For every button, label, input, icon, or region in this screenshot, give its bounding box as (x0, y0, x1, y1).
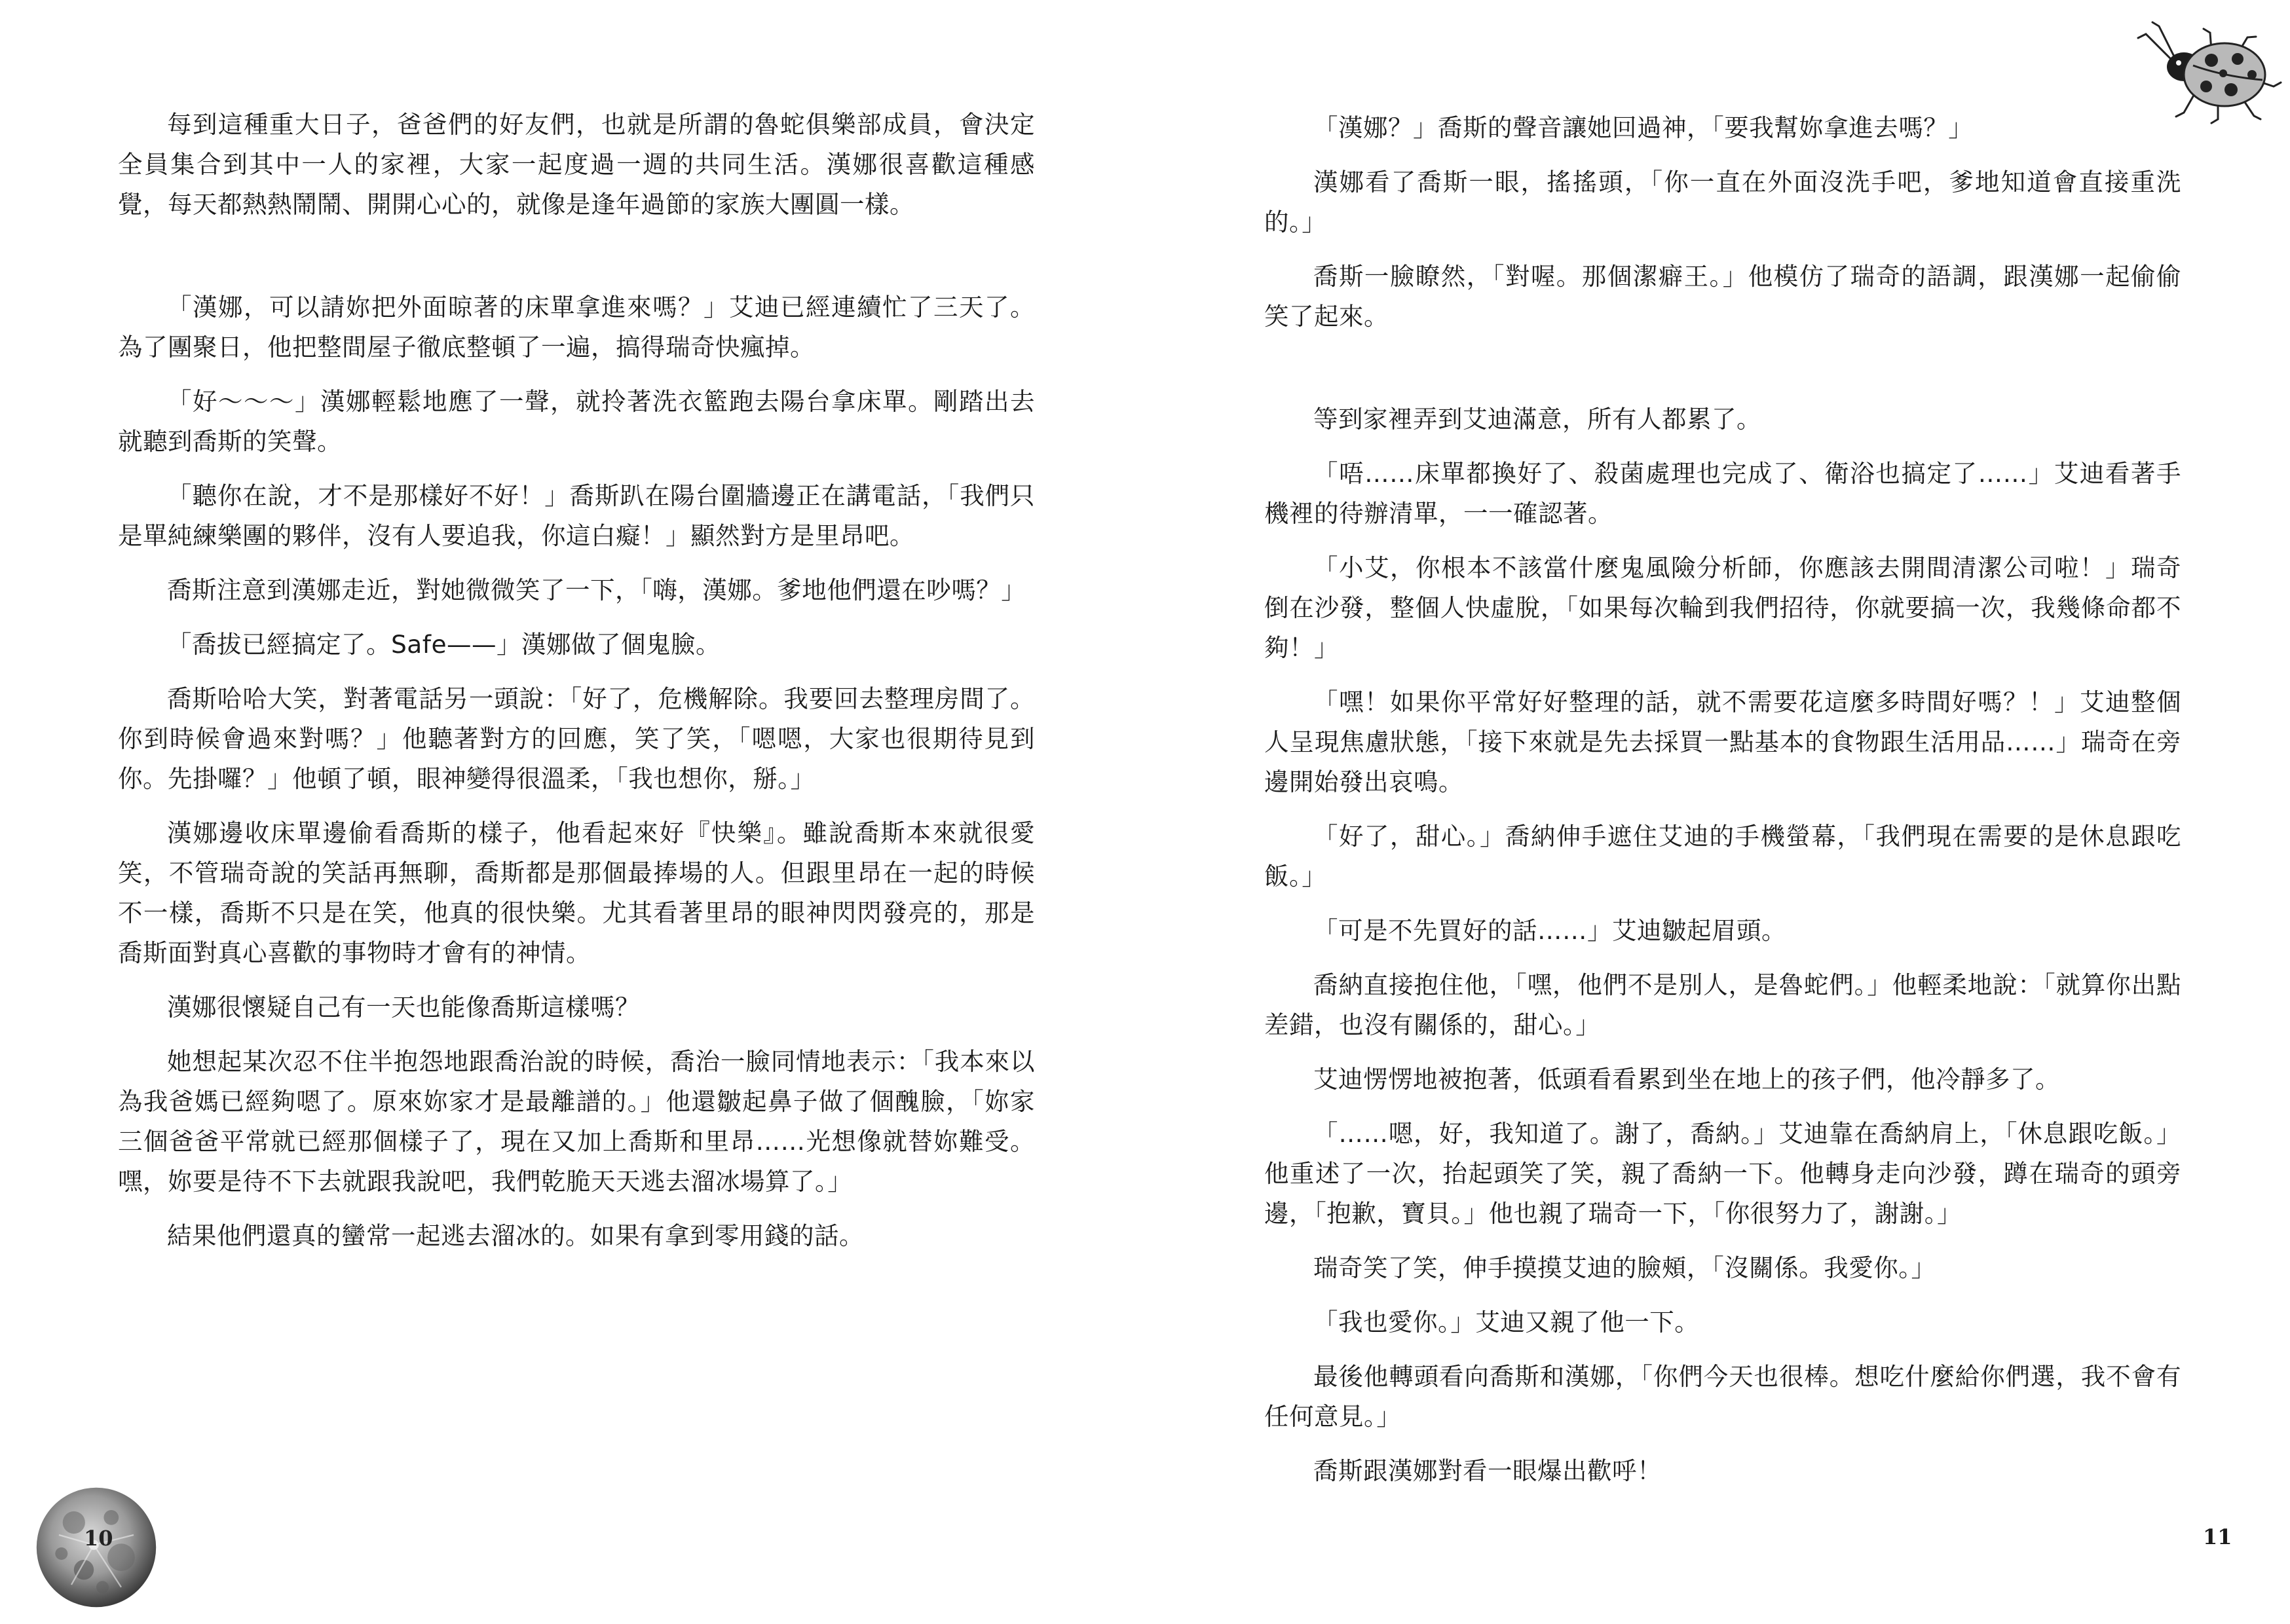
paragraph: 「聽你在說，才不是那樣好不好！」喬斯趴在陽台圍牆邊正在講電話，「我們只是單純練樂團的夥伴，沒有人要追我，你這白癡！」顯然對方是里昂吧。 (118, 481, 1035, 550)
paragraph: 最後他轉頭看向喬斯和漢娜，「你們今天也很棒。想吃什麼給你們選，我不會有任何意見。」 (1264, 1362, 2181, 1431)
paragraph: 「嘿！如果你平常好好整理的話，就不需要花這麼多時間好嗎？！」艾迪整個人呈現焦慮狀態，「接下來就是先去採買一點基本的食物跟生活用品……」瑞奇在旁邊開始發出哀鳴。 (1264, 688, 2181, 796)
left-page-text (118, 105, 1035, 1270)
paragraph: 喬納直接抱住他，「嘿，他們不是別人，是魯蛇們。」他輕柔地說：「就算你出點差錯，也沒有關係的，甜心。」 (1264, 970, 2181, 1039)
paragraph: 喬斯注意到漢娜走近，對她微微笑了一下，「嗨，漢娜。爹地他們還在吵嗎？」 (167, 576, 1026, 604)
paragraph: 「可是不先買好的話……」艾迪皺起眉頭。 (1313, 916, 1786, 945)
paragraph: 「……嗯，好，我知道了。謝了，喬納。」艾迪靠在喬納肩上，「休息跟吃飯。」他重述了一次，抬起頭笑了笑，親了喬納一下。他轉身走向沙發，蹲在瑞奇的頭旁邊，「抱歉，寶貝。」他也親了瑞奇一下，「你很努力了，謝謝。」 (1264, 1119, 2181, 1228)
paragraph: 喬斯哈哈大笑，對著電話另一頭說：「好了，危機解除。我要回去整理房間了。你到時候會過來對嗎？」他聽著對方的回應，笑了笑，「嗯嗯，大家也很期待見到你。先掛囉？」他頓了頓，眼神變得很溫柔，「我也想你，掰。」 (118, 684, 1035, 793)
paragraph: 「好～～～」漢娜輕鬆地應了一聲，就拎著洗衣籃跑去陽台拿床單。剛踏出去就聽到喬斯的笑聲。 (118, 387, 1035, 456)
page-number: 11 (2203, 1524, 2232, 1549)
paragraph: 漢娜很懷疑自己有一天也能像喬斯這樣嗎？ (167, 993, 640, 1022)
paragraph: 瑞奇笑了笑，伸手摸摸艾迪的臉頰，「沒關係。我愛你。」 (1313, 1253, 1936, 1282)
paragraph: 等到家裡弄到艾迪滿意，所有人都累了。 (1313, 405, 1761, 434)
right-page-text (1264, 108, 2181, 1505)
paragraph: 「我也愛你。」艾迪又親了他一下。 (1313, 1308, 1700, 1337)
paragraph: 結果他們還真的蠻常一起逃去溜冰的。如果有拿到零用錢的話。 (167, 1221, 864, 1250)
right-page (1145, 0, 2290, 1624)
paragraph: 「喬拔已經搞定了。Safe——」漢娜做了個鬼臉。 (167, 630, 721, 659)
paragraph: 艾迪愣愣地被抱著，低頭看看累到坐在地上的孩子們，他冷靜多了。 (1313, 1065, 2060, 1094)
paragraph: 每到這種重大日子，爸爸們的好友們，也就是所謂的魯蛇俱樂部成員，會決定全員集合到其中一人的家裡，大家一起度過一週的共同生活。漢娜很喜歡這種感覺，每天都熱熱鬧鬧、開開心心的，就像是逢年過節的家族大團圓一樣。 (118, 110, 1035, 219)
paragraph: 她想起某次忍不住半抱怨地跟喬治說的時候，喬治一臉同情地表示：「我本來以為我爸媽已經夠嗯了。原來妳家才是最離譜的。」他還皺起鼻子做了個醜臉，「妳家三個爸爸平常就已經那個樣子了，現在又加上喬斯和里昂……光想像就替妳難受。嘿，妳要是待不下去就跟我說吧，我們乾脆天天逃去溜冰場算了。」 (118, 1047, 1035, 1196)
paragraph: 漢娜看了喬斯一眼，搖搖頭，「你一直在外面沒洗手吧，爹地知道會直接重洗的。」 (1264, 168, 2181, 236)
paragraph: 「小艾，你根本不該當什麼鬼風險分析師，你應該去開間清潔公司啦！」瑞奇倒在沙發，整個人快虛脫，「如果每次輪到我們招待，你就要搞一次，我幾條命都不夠！」 (1264, 553, 2181, 662)
page-number: 10 (84, 1526, 113, 1551)
paragraph: 喬斯跟漢娜對看一眼爆出歡呼！ (1313, 1456, 1662, 1485)
paragraph: 「漢娜，可以請妳把外面晾著的床單拿進來嗎？」艾迪已經連續忙了三天了。為了團聚日，他把整間屋子徹底整頓了一遍，搞得瑞奇快瘋掉。 (118, 293, 1035, 361)
paragraph: 「漢娜？」喬斯的聲音讓她回過神，「要我幫妳拿進去嗎？」 (1313, 113, 1974, 142)
paragraph: 「唔……床單都換好了、殺菌處理也完成了、衛浴也搞定了……」艾迪看著手機裡的待辦清單，一一確認著。 (1264, 459, 2181, 528)
paragraph: 喬斯一臉瞭然，「對喔。那個潔癖王。」他模仿了瑞奇的語調，跟漢娜一起偷偷笑了起來。 (1264, 262, 2181, 331)
paragraph: 漢娜邊收床單邊偷看喬斯的樣子，他看起來好『快樂』。雖說喬斯本來就很愛笑，不管瑞奇說的笑話再無聊，喬斯都是那個最捧場的人。但跟里昂在一起的時候不一樣，喬斯不只是在笑，他真的很快樂。尤其看著里昂的眼神閃閃發亮的，那是喬斯面對真心喜歡的事物時才會有的神情。 (118, 819, 1035, 967)
paragraph: 「好了，甜心。」喬納伸手遮住艾迪的手機螢幕，「我們現在需要的是休息跟吃飯。」 (1264, 822, 2181, 891)
